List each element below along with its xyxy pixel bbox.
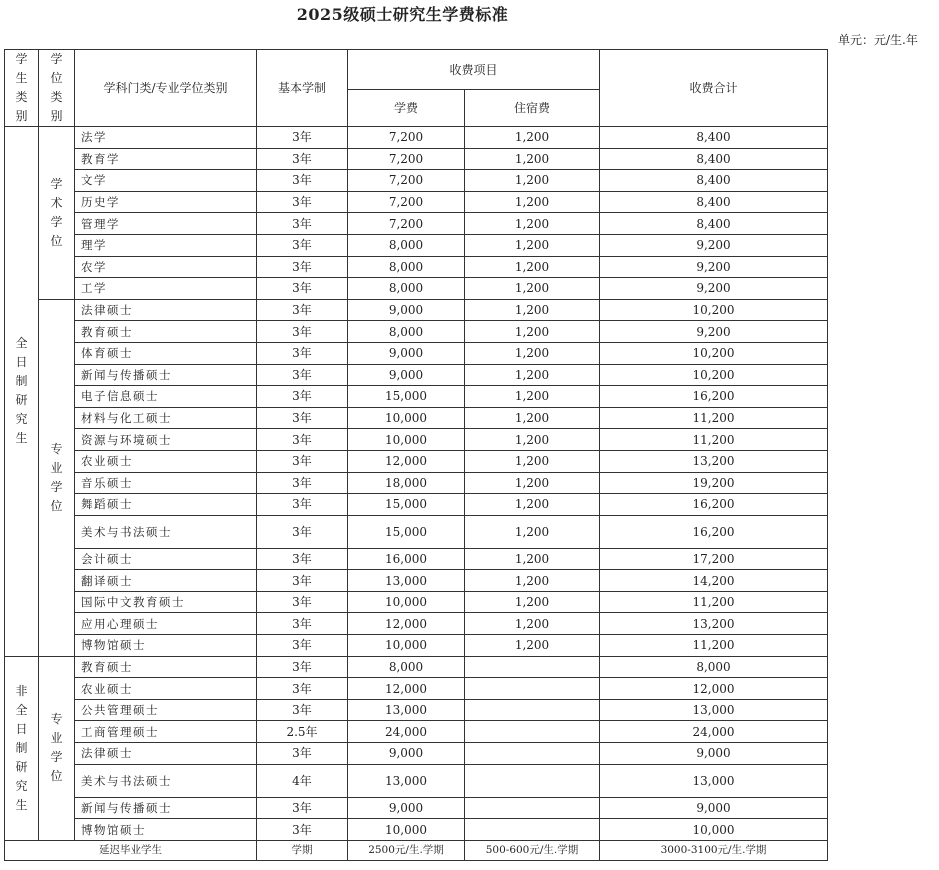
cell-total: 11,200 bbox=[600, 635, 828, 657]
cell-housing bbox=[465, 819, 600, 841]
cell-subject: 资源与环境硕士 bbox=[75, 429, 257, 451]
cell-tuition: 9,000 bbox=[348, 797, 465, 819]
cell-subject: 法律硕士 bbox=[75, 299, 257, 321]
cell-total: 19,200 bbox=[600, 472, 828, 494]
header-degree-type: 学位类别 bbox=[39, 50, 75, 127]
cell-duration: 3年 bbox=[257, 678, 348, 700]
cell-tuition: 8,000 bbox=[348, 321, 465, 343]
cell-subject: 工商管理硕士 bbox=[75, 721, 257, 743]
cell-deferred-tuition: 2500元/生.学期 bbox=[348, 840, 465, 860]
cell-duration: 3年 bbox=[257, 299, 348, 321]
cell-tuition: 18,000 bbox=[348, 472, 465, 494]
table-row bbox=[5, 591, 828, 613]
cell-duration: 3年 bbox=[257, 494, 348, 516]
cell-total: 10,200 bbox=[600, 299, 828, 321]
cell-total: 14,200 bbox=[600, 570, 828, 592]
table-row bbox=[5, 364, 828, 386]
cell-duration: 3年 bbox=[257, 656, 348, 678]
cell-housing: 1,200 bbox=[465, 548, 600, 570]
cell-housing bbox=[465, 743, 600, 765]
cell-duration: 3年 bbox=[257, 570, 348, 592]
header-duration: 基本学制 bbox=[257, 50, 348, 127]
header-student-type: 学生类别 bbox=[5, 50, 39, 127]
cell-duration: 3年 bbox=[257, 743, 348, 765]
unit-note: 单元：元/生.年 bbox=[838, 33, 918, 47]
table-row-deferred bbox=[5, 840, 828, 860]
cell-housing: 1,200 bbox=[465, 278, 600, 300]
cell-subject: 博物馆硕士 bbox=[75, 819, 257, 841]
cell-subject: 农学 bbox=[75, 256, 257, 278]
cell-subject: 体育硕士 bbox=[75, 342, 257, 364]
table-row bbox=[5, 548, 828, 570]
cell-subject: 新闻与传播硕士 bbox=[75, 364, 257, 386]
header-fee-items: 收费项目 bbox=[348, 50, 600, 90]
page-title: 2025级硕士研究生学费标准 bbox=[296, 5, 509, 24]
cell-tuition: 7,200 bbox=[348, 127, 465, 149]
cell-tuition: 9,000 bbox=[348, 299, 465, 321]
cell-duration: 3年 bbox=[257, 450, 348, 472]
cell-subject: 农业硕士 bbox=[75, 678, 257, 700]
table-row bbox=[5, 450, 828, 472]
cell-duration: 3年 bbox=[257, 386, 348, 408]
cell-tuition: 13,000 bbox=[348, 570, 465, 592]
cell-subject: 美术与书法硕士 bbox=[75, 515, 257, 548]
cell-duration: 3年 bbox=[257, 515, 348, 548]
cell-duration: 3年 bbox=[257, 127, 348, 149]
cell-housing: 1,200 bbox=[465, 342, 600, 364]
cell-total: 11,200 bbox=[600, 429, 828, 451]
cell-total: 13,200 bbox=[600, 450, 828, 472]
cell-tuition: 10,000 bbox=[348, 591, 465, 613]
table-row bbox=[5, 656, 828, 678]
cell-total: 9,200 bbox=[600, 321, 828, 343]
cell-total: 24,000 bbox=[600, 721, 828, 743]
table-row bbox=[5, 764, 828, 797]
cell-housing: 1,200 bbox=[465, 386, 600, 408]
cell-subject: 理学 bbox=[75, 234, 257, 256]
cell-tuition: 10,000 bbox=[348, 635, 465, 657]
table-row bbox=[5, 515, 828, 548]
cell-tuition: 15,000 bbox=[348, 515, 465, 548]
cell-subject: 文学 bbox=[75, 170, 257, 192]
table-row bbox=[5, 234, 828, 256]
cell-housing: 1,200 bbox=[465, 127, 600, 149]
cell-housing: 1,200 bbox=[465, 494, 600, 516]
cell-duration: 3年 bbox=[257, 613, 348, 635]
cell-subject: 新闻与传播硕士 bbox=[75, 797, 257, 819]
table-row bbox=[5, 170, 828, 192]
table-row bbox=[5, 613, 828, 635]
cell-housing: 1,200 bbox=[465, 407, 600, 429]
header-row bbox=[5, 50, 828, 90]
cell-subject: 国际中文教育硕士 bbox=[75, 591, 257, 613]
cell-subject: 舞蹈硕士 bbox=[75, 494, 257, 516]
cell-subject: 法律硕士 bbox=[75, 743, 257, 765]
cell-total: 16,200 bbox=[600, 515, 828, 548]
table-row bbox=[5, 407, 828, 429]
cell-subject: 电子信息硕士 bbox=[75, 386, 257, 408]
table-row bbox=[5, 429, 828, 451]
table-row bbox=[5, 386, 828, 408]
cell-housing: 1,200 bbox=[465, 299, 600, 321]
cell-housing bbox=[465, 699, 600, 721]
table-row bbox=[5, 635, 828, 657]
cell-duration: 3年 bbox=[257, 278, 348, 300]
group-parttime-professional: 专业学位 bbox=[39, 656, 75, 840]
cell-total: 8,400 bbox=[600, 213, 828, 235]
cell-total: 10,200 bbox=[600, 364, 828, 386]
cell-subject: 博物馆硕士 bbox=[75, 635, 257, 657]
cell-tuition: 24,000 bbox=[348, 721, 465, 743]
cell-tuition: 10,000 bbox=[348, 407, 465, 429]
cell-total: 8,000 bbox=[600, 656, 828, 678]
cell-duration: 3年 bbox=[257, 321, 348, 343]
cell-tuition: 8,000 bbox=[348, 234, 465, 256]
group-parttime: 非全日制研究生 bbox=[5, 656, 39, 840]
table-row bbox=[5, 797, 828, 819]
cell-housing: 1,200 bbox=[465, 256, 600, 278]
cell-tuition: 13,000 bbox=[348, 699, 465, 721]
table-row bbox=[5, 494, 828, 516]
cell-subject: 会计硕士 bbox=[75, 548, 257, 570]
cell-housing: 1,200 bbox=[465, 364, 600, 386]
cell-subject: 工学 bbox=[75, 278, 257, 300]
cell-subject: 历史学 bbox=[75, 191, 257, 213]
cell-tuition: 16,000 bbox=[348, 548, 465, 570]
cell-total: 13,000 bbox=[600, 699, 828, 721]
table-row bbox=[5, 256, 828, 278]
cell-tuition: 12,000 bbox=[348, 678, 465, 700]
table-row bbox=[5, 472, 828, 494]
cell-tuition: 8,000 bbox=[348, 256, 465, 278]
cell-housing: 1,200 bbox=[465, 191, 600, 213]
cell-duration: 3年 bbox=[257, 819, 348, 841]
cell-housing: 1,200 bbox=[465, 450, 600, 472]
table-row bbox=[5, 570, 828, 592]
cell-total: 10,000 bbox=[600, 819, 828, 841]
header-housing: 住宿费 bbox=[465, 90, 600, 127]
cell-total: 16,200 bbox=[600, 386, 828, 408]
cell-duration: 3年 bbox=[257, 591, 348, 613]
cell-duration: 2.5年 bbox=[257, 721, 348, 743]
cell-duration: 4年 bbox=[257, 764, 348, 797]
cell-subject: 公共管理硕士 bbox=[75, 699, 257, 721]
header-subject: 学科门类/专业学位类别 bbox=[75, 50, 257, 127]
cell-duration: 3年 bbox=[257, 342, 348, 364]
cell-duration: 3年 bbox=[257, 234, 348, 256]
cell-housing: 1,200 bbox=[465, 148, 600, 170]
cell-tuition: 7,200 bbox=[348, 170, 465, 192]
cell-subject: 翻译硕士 bbox=[75, 570, 257, 592]
cell-total: 8,400 bbox=[600, 191, 828, 213]
cell-total: 11,200 bbox=[600, 407, 828, 429]
cell-deferred-label: 延迟毕业学生 bbox=[5, 840, 257, 860]
table-row bbox=[5, 342, 828, 364]
cell-housing bbox=[465, 656, 600, 678]
cell-total: 8,400 bbox=[600, 148, 828, 170]
table-row bbox=[5, 191, 828, 213]
cell-duration: 3年 bbox=[257, 170, 348, 192]
cell-tuition: 8,000 bbox=[348, 278, 465, 300]
cell-total: 12,000 bbox=[600, 678, 828, 700]
cell-tuition: 13,000 bbox=[348, 764, 465, 797]
cell-duration: 3年 bbox=[257, 256, 348, 278]
cell-duration: 3年 bbox=[257, 472, 348, 494]
table-row bbox=[5, 299, 828, 321]
table-row bbox=[5, 213, 828, 235]
cell-tuition: 9,000 bbox=[348, 342, 465, 364]
cell-duration: 3年 bbox=[257, 797, 348, 819]
cell-duration: 3年 bbox=[257, 213, 348, 235]
table-row bbox=[5, 819, 828, 841]
table-row bbox=[5, 721, 828, 743]
cell-deferred-total: 3000-3100元/生.学期 bbox=[600, 840, 828, 860]
cell-tuition: 7,200 bbox=[348, 191, 465, 213]
cell-subject: 法学 bbox=[75, 127, 257, 149]
cell-tuition: 7,200 bbox=[348, 213, 465, 235]
cell-tuition: 15,000 bbox=[348, 386, 465, 408]
cell-housing: 1,200 bbox=[465, 613, 600, 635]
cell-deferred-duration: 学期 bbox=[257, 840, 348, 860]
cell-subject: 材料与化工硕士 bbox=[75, 407, 257, 429]
cell-housing: 1,200 bbox=[465, 213, 600, 235]
table-row bbox=[5, 743, 828, 765]
cell-duration: 3年 bbox=[257, 148, 348, 170]
table-row bbox=[5, 678, 828, 700]
cell-housing: 1,200 bbox=[465, 234, 600, 256]
table-row bbox=[5, 699, 828, 721]
cell-duration: 3年 bbox=[257, 699, 348, 721]
cell-total: 9,000 bbox=[600, 797, 828, 819]
cell-subject: 美术与书法硕士 bbox=[75, 764, 257, 797]
cell-total: 16,200 bbox=[600, 494, 828, 516]
cell-deferred-housing: 500-600元/生.学期 bbox=[465, 840, 600, 860]
cell-tuition: 9,000 bbox=[348, 364, 465, 386]
cell-total: 10,200 bbox=[600, 342, 828, 364]
cell-housing: 1,200 bbox=[465, 321, 600, 343]
cell-subject: 教育学 bbox=[75, 148, 257, 170]
cell-duration: 3年 bbox=[257, 548, 348, 570]
cell-housing bbox=[465, 678, 600, 700]
cell-subject: 教育硕士 bbox=[75, 321, 257, 343]
header-total: 收费合计 bbox=[600, 50, 828, 127]
cell-subject: 教育硕士 bbox=[75, 656, 257, 678]
cell-tuition: 10,000 bbox=[348, 429, 465, 451]
group-academic: 学术学位 bbox=[39, 127, 75, 300]
cell-total: 9,200 bbox=[600, 256, 828, 278]
cell-total: 9,200 bbox=[600, 278, 828, 300]
cell-duration: 3年 bbox=[257, 429, 348, 451]
cell-duration: 3年 bbox=[257, 364, 348, 386]
cell-tuition: 12,000 bbox=[348, 613, 465, 635]
cell-total: 8,400 bbox=[600, 127, 828, 149]
cell-housing bbox=[465, 797, 600, 819]
table-row bbox=[5, 321, 828, 343]
cell-duration: 3年 bbox=[257, 191, 348, 213]
table-row bbox=[5, 127, 828, 149]
cell-total: 11,200 bbox=[600, 591, 828, 613]
cell-duration: 3年 bbox=[257, 635, 348, 657]
cell-housing: 1,200 bbox=[465, 472, 600, 494]
header-tuition: 学费 bbox=[348, 90, 465, 127]
cell-tuition: 12,000 bbox=[348, 450, 465, 472]
cell-housing: 1,200 bbox=[465, 429, 600, 451]
cell-housing bbox=[465, 764, 600, 797]
cell-subject: 音乐硕士 bbox=[75, 472, 257, 494]
cell-housing: 1,200 bbox=[465, 570, 600, 592]
group-professional: 专业学位 bbox=[39, 299, 75, 656]
cell-tuition: 7,200 bbox=[348, 148, 465, 170]
cell-tuition: 10,000 bbox=[348, 819, 465, 841]
cell-total: 13,200 bbox=[600, 613, 828, 635]
cell-total: 9,200 bbox=[600, 234, 828, 256]
cell-total: 8,400 bbox=[600, 170, 828, 192]
cell-tuition: 8,000 bbox=[348, 656, 465, 678]
cell-tuition: 9,000 bbox=[348, 743, 465, 765]
cell-tuition: 15,000 bbox=[348, 494, 465, 516]
cell-duration: 3年 bbox=[257, 407, 348, 429]
cell-total: 17,200 bbox=[600, 548, 828, 570]
cell-housing: 1,200 bbox=[465, 635, 600, 657]
table-row bbox=[5, 278, 828, 300]
cell-subject: 应用心理硕士 bbox=[75, 613, 257, 635]
group-fulltime: 全日制研究生 bbox=[5, 127, 39, 657]
cell-housing: 1,200 bbox=[465, 591, 600, 613]
cell-housing bbox=[465, 721, 600, 743]
cell-total: 9,000 bbox=[600, 743, 828, 765]
cell-subject: 农业硕士 bbox=[75, 450, 257, 472]
cell-total: 13,000 bbox=[600, 764, 828, 797]
cell-subject: 管理学 bbox=[75, 213, 257, 235]
cell-housing: 1,200 bbox=[465, 170, 600, 192]
cell-housing: 1,200 bbox=[465, 515, 600, 548]
fee-table bbox=[4, 49, 828, 861]
table-row bbox=[5, 148, 828, 170]
